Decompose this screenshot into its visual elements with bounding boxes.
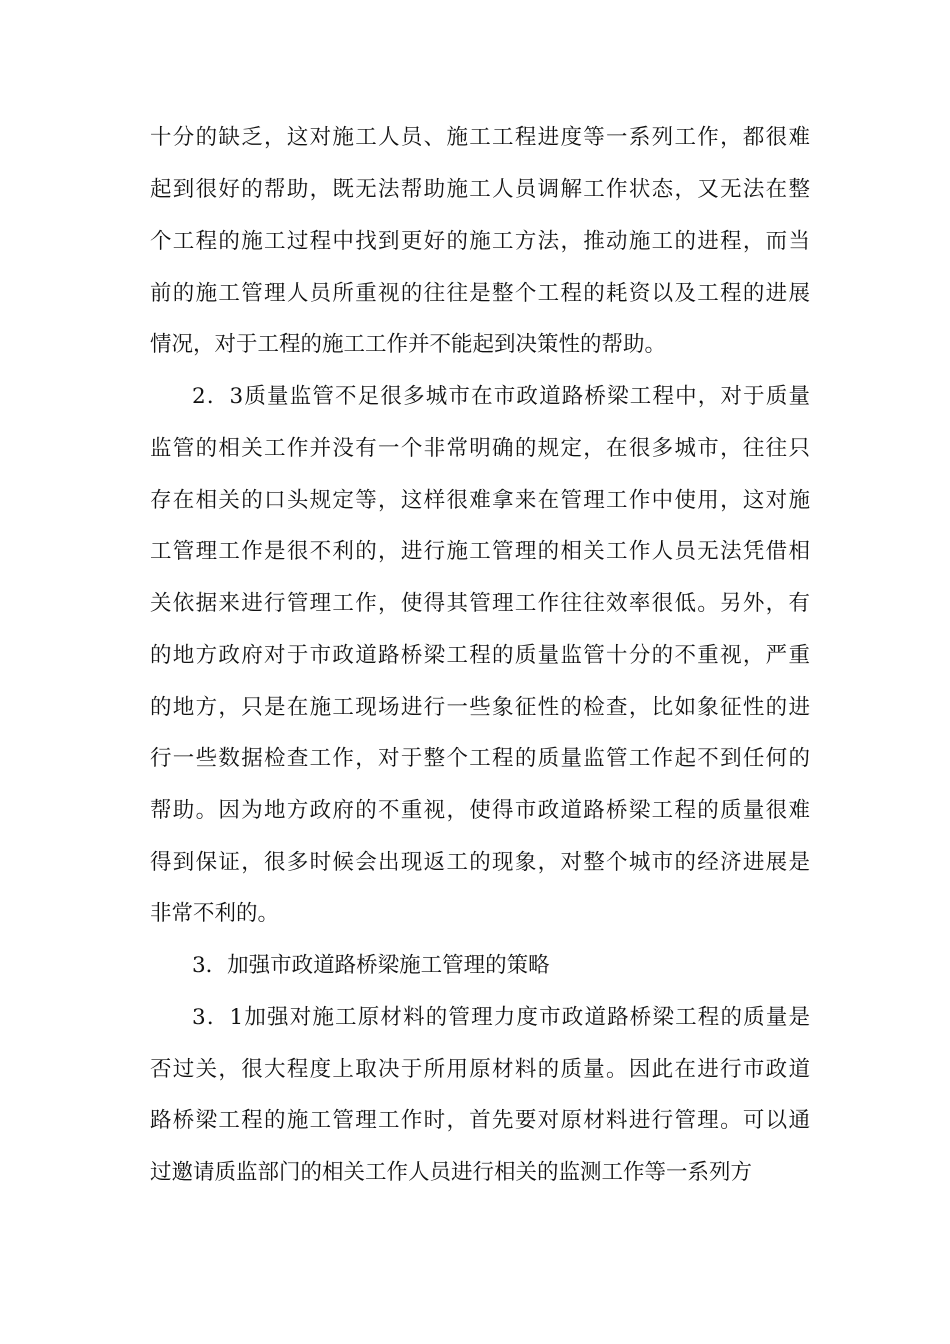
text-line: 帮助。因为地方政府的不重视，使得市政道路桥梁工程的质量很难: [150, 798, 810, 823]
text-line: 监管的相关工作并没有一个非常明确的规定，在很多城市，往往只: [150, 436, 810, 461]
text-line: 情况，对于工程的施工工作并不能起到决策性的帮助。: [150, 332, 667, 357]
text-line: 非常不利的。: [150, 901, 280, 926]
text-line: 工管理工作是很不利的，进行施工管理的相关工作人员无法凭借相: [150, 539, 810, 564]
text-line: 前的施工管理人员所重视的往往是整个工程的耗资以及工程的进展: [150, 281, 810, 306]
text-line: 过邀请质监部门的相关工作人员进行相关的监测工作等一系列方: [150, 1160, 753, 1185]
text-line: 十分的缺乏，这对施工人员、施工工程进度等一系列工作，都很难: [150, 125, 810, 150]
text-line: 行一些数据检查工作，对于整个工程的质量监管工作起不到任何的: [150, 746, 810, 771]
text-line: 的地方，只是在施工现场进行一些象征性的检查，比如象征性的进: [150, 695, 810, 720]
text-line: 路桥梁工程的施工管理工作时，首先要对原材料进行管理。可以通: [150, 1108, 810, 1133]
text-line: 存在相关的口头规定等，这样很难拿来在管理工作中使用，这对施: [150, 488, 810, 513]
text-line: 得到保证，很多时候会出现返工的现象，对整个城市的经济进展是: [150, 850, 810, 875]
text-line: 关依据来进行管理工作，使得其管理工作往往效率很低。另外，有: [150, 591, 810, 616]
section-3-1-heading-line: 3．1加强对施工原材料的管理力度市政道路桥梁工程的质量是: [192, 1005, 810, 1030]
text-line: 否过关，很大程度上取决于所用原材料的质量。因此在进行市政道: [150, 1057, 810, 1082]
text-line: 起到很好的帮助，既无法帮助施工人员调解工作状态，又无法在整: [150, 177, 810, 202]
section-3-heading: 3．加强市政道路桥梁施工管理的策略: [192, 953, 550, 978]
text-line: 的地方政府对于市政道路桥梁工程的质量监管十分的不重视，严重: [150, 643, 810, 668]
section-2-3-heading-line: 2．3质量监管不足很多城市在市政道路桥梁工程中，对于质量: [192, 384, 810, 409]
text-line: 个工程的施工过程中找到更好的施工方法，推动施工的进程，而当: [150, 229, 810, 254]
